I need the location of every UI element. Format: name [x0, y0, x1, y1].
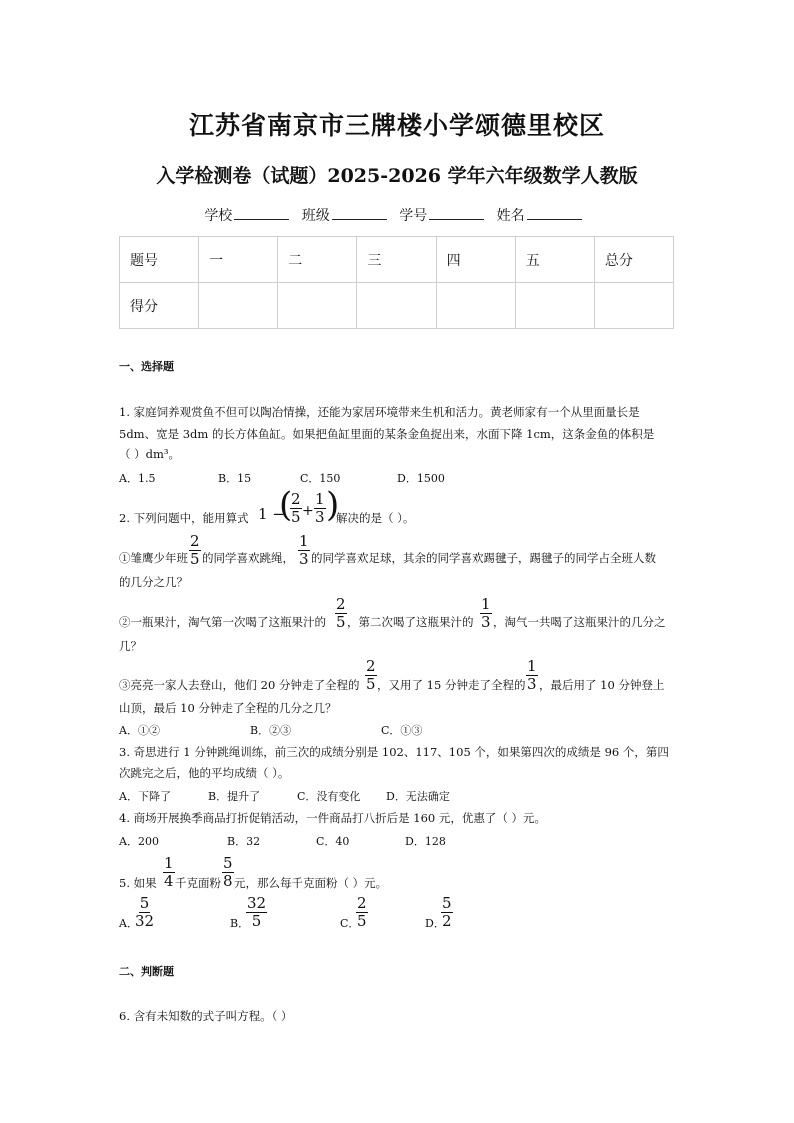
question-3-line-2: 次跳完之后，他的平均成绩（ ）。: [119, 766, 290, 780]
class-field[interactable]: [332, 207, 387, 220]
student-id-field[interactable]: [429, 207, 484, 220]
question-2-suffix: 解决的是（ ）。: [336, 511, 415, 525]
table-cell: 五: [515, 237, 594, 283]
table-cell: 得分: [120, 283, 199, 329]
item-2-text: ，第二次喝了这瓶果汁的: [347, 615, 474, 629]
table-row: [120, 237, 674, 283]
score-entry-cell[interactable]: [357, 283, 436, 329]
score-entry-cell[interactable]: [594, 283, 673, 329]
option-b-label[interactable]: B．: [230, 917, 250, 930]
option-b[interactable]: B．②③: [250, 724, 292, 737]
question-2-prefix: 2. 下列问题中，能用算式: [119, 511, 249, 525]
table-row: [120, 283, 674, 329]
option-d[interactable]: D．1500: [397, 472, 445, 485]
fraction: $\frac{2}{5}$: [336, 595, 346, 631]
option-b[interactable]: B．提升了: [208, 790, 261, 803]
option-c-label[interactable]: C．: [340, 917, 360, 930]
fraction: $\frac{1}{4}$: [164, 854, 174, 890]
item-2-text: 几？: [119, 639, 142, 653]
option-d-fraction[interactable]: $\frac{5}{2}$: [442, 894, 452, 930]
option-d-label[interactable]: D．: [425, 917, 445, 930]
section-heading: 一、选择题: [119, 360, 174, 373]
option-a[interactable]: A．1.5: [119, 472, 156, 485]
table-cell: 总分: [594, 237, 673, 283]
item-3-text: ③亮亮一家人去登山，他们 20 分钟走了全程的: [119, 678, 360, 692]
plus-sign: +: [302, 503, 314, 519]
item-1-text: 的几分之几？: [119, 575, 188, 589]
question-4-line-1: 4. 商场开展换季商品打折促销活动，一件商品打八折后是 160 元，优惠了（ ）元。: [119, 811, 547, 825]
option-a[interactable]: A．下降了: [119, 790, 171, 803]
option-d[interactable]: D．无法确定: [386, 790, 450, 803]
section-heading: 二、判断题: [119, 965, 174, 978]
option-c-fraction[interactable]: $\frac{2}{5}$: [357, 894, 367, 930]
item-2-text: ②一瓶果汁，淘气第一次喝了这瓶果汁的: [119, 615, 326, 629]
document-title: 江苏省南京市三牌楼小学颂德里校区: [188, 111, 605, 140]
document-subtitle: 入学检测卷（试题）2025-2026 学年六年级数学人教版: [156, 165, 638, 187]
student-info-line: [0, 205, 794, 225]
school-field[interactable]: [234, 207, 289, 220]
option-b[interactable]: B．15: [218, 472, 252, 485]
question-6: 6. 含有未知数的式子叫方程。（ ）: [119, 1009, 293, 1023]
table-cell: 四: [436, 237, 515, 283]
score-entry-cell[interactable]: [515, 283, 594, 329]
option-c[interactable]: C．150: [300, 472, 341, 485]
fraction: $\frac{1}{3}$: [527, 657, 537, 693]
fraction: $\frac{1}{3}$: [299, 532, 309, 568]
score-entry-cell[interactable]: [436, 283, 515, 329]
option-d[interactable]: D．128: [405, 835, 446, 848]
fraction: $\frac{2}{5}$: [291, 490, 301, 526]
option-c[interactable]: C．40: [316, 835, 350, 848]
table-cell: 一: [199, 237, 278, 283]
score-entry-cell[interactable]: [199, 283, 278, 329]
question-5-suffix: 元，那么每千克面粉（ ）元。: [234, 876, 388, 890]
table-cell: 三: [357, 237, 436, 283]
option-a-fraction[interactable]: $\frac{5}{32}$: [135, 894, 155, 930]
question-5-prefix: 5. 如果: [119, 876, 157, 890]
question-5-mid: 千克面粉: [175, 876, 221, 890]
table-cell: 题号: [120, 237, 199, 283]
option-c[interactable]: C．①③: [381, 724, 423, 737]
name-label: 姓名: [496, 208, 525, 224]
item-1-text: 的同学喜欢足球，其余的同学喜欢踢毽子，踢毽子的同学占全班人数: [311, 551, 656, 565]
option-c[interactable]: C．没有变化: [297, 790, 361, 803]
option-a[interactable]: A．①②: [119, 724, 160, 737]
item-3-text: ，又用了 15 分钟走了全程的: [377, 678, 526, 692]
fraction: $\frac{5}{8}$: [223, 854, 233, 890]
student-id-label: 学号: [399, 208, 428, 224]
score-entry-cell[interactable]: [278, 283, 357, 329]
right-paren: ): [326, 485, 340, 525]
school-label: 学校: [204, 208, 233, 224]
left-paren: (: [279, 485, 293, 525]
class-label: 班级: [301, 208, 330, 224]
option-a[interactable]: A．200: [119, 835, 159, 848]
score-table: [119, 236, 674, 329]
option-b-fraction[interactable]: $\frac{32}{5}$: [247, 894, 267, 930]
option-b[interactable]: B．32: [227, 835, 261, 848]
name-field[interactable]: [527, 207, 582, 220]
fraction: $\frac{2}{5}$: [366, 657, 376, 693]
question-3-line-1: 3. 奇思进行 1 分钟跳绳训练，前三次的成绩分别是 102、117、105 个，如果第四次的成绩是 96 个，第四: [119, 745, 669, 759]
fraction: $\frac{2}{5}$: [190, 532, 200, 568]
item-1-text: ①雏鹰少年班: [119, 551, 188, 565]
question-1-line-1: 1. 家庭饲养观赏鱼不但可以陶冶情操，还能为家居环境带来生机和活力。黄老师家有一个从里面量长是: [119, 405, 640, 419]
fraction: $\frac{1}{3}$: [481, 595, 491, 631]
table-cell: 二: [278, 237, 357, 283]
item-3-text: ，最后用了 10 分钟登上: [539, 678, 665, 692]
question-1-line-3: （ ）dm³。: [119, 447, 181, 461]
question-1-line-2: 5dm、宽是 3dm 的长方体鱼缸。如果把鱼缸里面的某条金鱼捉出来，水面下降 1cm，这条金鱼的体积是: [119, 427, 655, 441]
item-2-text: ，淘气一共喝了这瓶果汁的几分之: [493, 615, 666, 629]
item-1-text: 的同学喜欢跳绳，: [202, 551, 294, 565]
item-3-text: 山顶，最后 10 分钟走了全程的几分之几？: [119, 701, 337, 715]
fraction: $\frac{1}{3}$: [315, 490, 325, 526]
expression-one-minus: 1 −: [258, 505, 285, 523]
option-a-label[interactable]: A．: [119, 917, 138, 930]
